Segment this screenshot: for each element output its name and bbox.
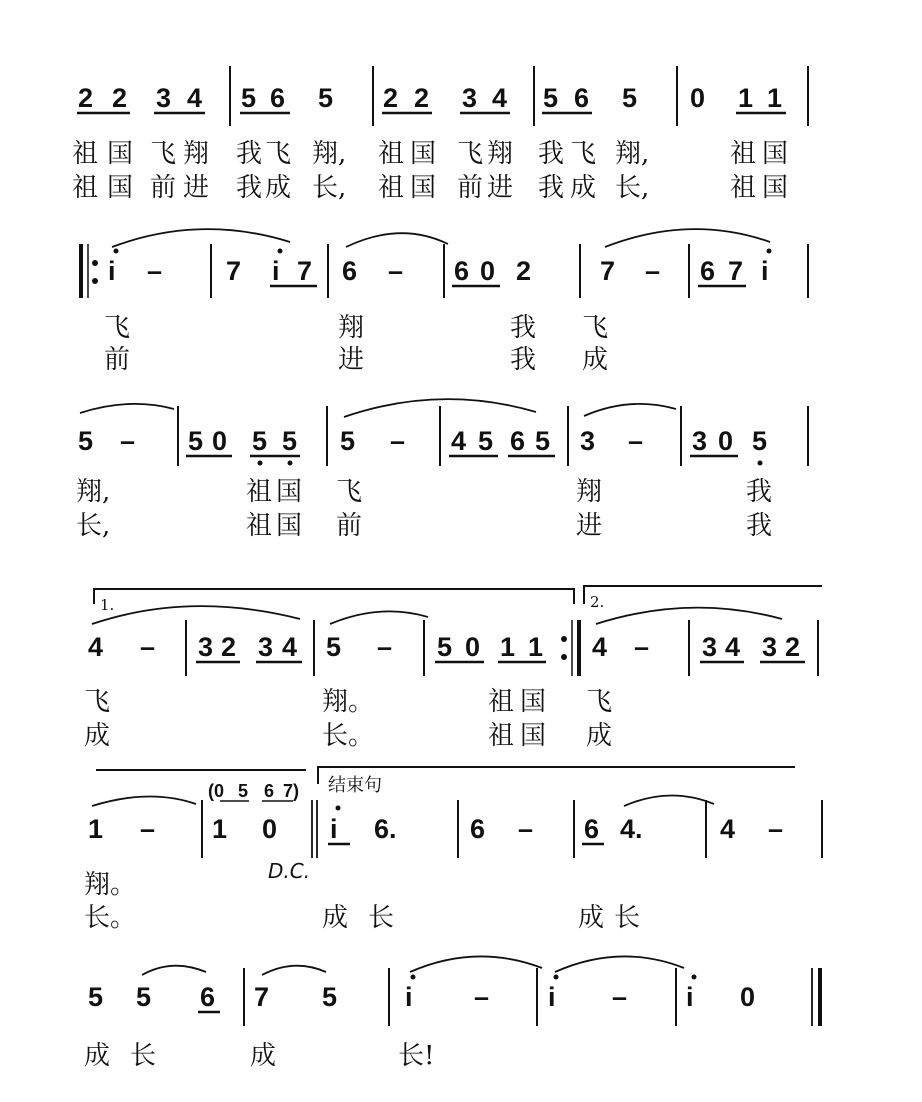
note: 5 xyxy=(752,426,768,456)
note: 5 xyxy=(318,83,334,113)
note: 4 xyxy=(187,83,203,113)
note: 1 xyxy=(738,83,754,113)
note: 2 xyxy=(112,83,128,113)
score-line-3 xyxy=(76,399,808,541)
ending-bracket xyxy=(318,767,795,784)
lyric: 飞 xyxy=(586,687,613,717)
note: – xyxy=(518,814,534,844)
lyric: 祖 xyxy=(488,721,515,751)
high-dot xyxy=(278,249,283,254)
score-line-4 xyxy=(84,586,822,751)
note: 6 xyxy=(200,982,216,1012)
note: 6 xyxy=(342,256,358,286)
lyric: 祖 xyxy=(72,173,99,203)
note: 1 xyxy=(500,632,516,662)
repeat-dot xyxy=(92,278,98,284)
note: – xyxy=(628,426,644,456)
note: 1 xyxy=(767,83,783,113)
lyrics-verse-1 xyxy=(76,477,772,507)
bracketed-notes xyxy=(208,781,299,801)
lyric: 飞 xyxy=(265,139,292,169)
note: – xyxy=(612,982,628,1012)
note: 2 xyxy=(383,83,399,113)
lyric: 前 xyxy=(457,173,484,203)
note: i xyxy=(761,256,769,286)
note: – xyxy=(147,256,163,286)
note: 5 xyxy=(326,632,342,662)
lyric: 飞 xyxy=(570,139,597,169)
note: 6 xyxy=(700,256,716,286)
lyric: 成 xyxy=(570,173,597,203)
note: 5 xyxy=(535,426,551,456)
note: 2 xyxy=(785,632,801,662)
lyric: 国 xyxy=(410,173,437,203)
da-capo-mark: D.C. xyxy=(268,859,311,883)
note: 3 xyxy=(580,426,596,456)
lyric: 翔, xyxy=(76,477,111,507)
low-dot xyxy=(258,461,263,466)
note: 6 xyxy=(584,814,600,844)
bracket-note: 7) xyxy=(283,781,300,801)
note: 5 xyxy=(282,426,298,456)
note: 5 xyxy=(88,982,104,1012)
note: 2 xyxy=(414,83,430,113)
note: 7 xyxy=(297,256,313,286)
lyric: 祖 xyxy=(378,139,405,169)
bracket-note: (0 xyxy=(208,781,225,801)
lyric: 成 xyxy=(582,345,609,375)
note: – xyxy=(388,256,404,286)
lyric: 国 xyxy=(107,173,134,203)
lyric: 成 xyxy=(84,721,111,751)
lyric: 长! xyxy=(398,1041,435,1071)
note: 6 xyxy=(510,426,526,456)
lyrics-verse-1 xyxy=(104,313,608,343)
lyric: 成 xyxy=(250,1041,277,1071)
lyric: 祖 xyxy=(378,173,405,203)
volta-label-2: 2. xyxy=(590,593,605,611)
note: – xyxy=(377,632,393,662)
note: – xyxy=(768,814,784,844)
repeat-dot xyxy=(561,636,567,642)
lyric: 进 xyxy=(183,173,210,203)
lyric: 成 xyxy=(265,173,292,203)
note: 0 xyxy=(480,256,496,286)
slur xyxy=(112,229,290,247)
note: 6. xyxy=(374,814,397,844)
note: – xyxy=(140,814,156,844)
repeat-dot xyxy=(561,654,567,660)
slur xyxy=(262,966,326,975)
note: 4 xyxy=(492,83,508,113)
note: 3 xyxy=(198,632,214,662)
note: 4 xyxy=(720,814,736,844)
lyric: 长 xyxy=(614,903,641,933)
slur xyxy=(330,611,428,624)
note: 3 xyxy=(462,83,478,113)
lyric: 翔 xyxy=(487,139,514,169)
lyric: 长 xyxy=(130,1041,157,1071)
lyric: 国 xyxy=(410,139,437,169)
lyric: 长。 xyxy=(84,903,137,933)
note: 6 xyxy=(574,83,590,113)
lyric: 翔。 xyxy=(322,687,375,717)
score-line-5 xyxy=(84,767,822,933)
note: 2 xyxy=(221,632,237,662)
slur xyxy=(555,956,684,972)
note: i xyxy=(686,982,694,1012)
lyric: 长, xyxy=(312,173,347,203)
lyrics-verse-1 xyxy=(72,139,788,169)
note: 1 xyxy=(88,814,104,844)
slur xyxy=(142,966,206,975)
note: i xyxy=(108,256,116,286)
note: 0 xyxy=(212,426,228,456)
lyric: 祖 xyxy=(488,687,515,717)
slur xyxy=(80,404,174,413)
note: 7 xyxy=(254,982,270,1012)
ending-label: 结束句 xyxy=(328,775,382,795)
note: 5 xyxy=(340,426,356,456)
lyric: 飞 xyxy=(457,139,484,169)
lyric: 我 xyxy=(510,345,537,375)
note: 4 xyxy=(88,632,104,662)
note: 0 xyxy=(718,426,734,456)
bracket-note: 6 xyxy=(264,781,275,801)
note: 5 xyxy=(241,83,257,113)
lyric: 翔 xyxy=(576,477,603,507)
note: i xyxy=(405,982,413,1012)
lyric: 我 xyxy=(236,173,263,203)
note: 5 xyxy=(543,83,559,113)
lyric: 国 xyxy=(276,477,303,507)
lyric: 长 xyxy=(368,903,395,933)
high-dot xyxy=(336,806,341,811)
note: 0 xyxy=(465,632,481,662)
note: 1 xyxy=(528,632,544,662)
lyric: 成 xyxy=(586,721,613,751)
lyrics-verse-2 xyxy=(104,345,608,375)
lyric: 翔 xyxy=(338,313,365,343)
lyric: 前 xyxy=(104,345,131,375)
lyric: 祖 xyxy=(72,139,99,169)
note: 5 xyxy=(622,83,638,113)
lyric: 我 xyxy=(746,511,773,541)
high-dot xyxy=(114,249,119,254)
lyric: 翔 xyxy=(183,139,210,169)
lyric: 飞 xyxy=(84,687,111,717)
lyric: 进 xyxy=(338,345,365,375)
lyric: 祖 xyxy=(730,173,757,203)
volta-bracket-1 xyxy=(94,589,574,604)
note: 3 xyxy=(702,632,718,662)
lyric: 翔, xyxy=(312,139,347,169)
lyric: 前 xyxy=(336,511,363,541)
note: 5 xyxy=(478,426,494,456)
note: 3 xyxy=(762,632,778,662)
lyrics-verse-2 xyxy=(72,173,788,203)
note: – xyxy=(645,256,661,286)
bracket-note: 5 xyxy=(238,781,249,801)
lyric: 成 xyxy=(322,903,349,933)
lyric: 成 xyxy=(578,903,605,933)
slur xyxy=(410,956,542,972)
lyric: 飞 xyxy=(336,477,363,507)
note: – xyxy=(634,632,650,662)
lyric: 飞 xyxy=(150,139,177,169)
note: 5 xyxy=(437,632,453,662)
note: 0 xyxy=(740,982,756,1012)
note: 2 xyxy=(516,256,532,286)
volta-label-1: 1. xyxy=(100,596,115,614)
note: i xyxy=(272,256,280,286)
note: 5 xyxy=(322,982,338,1012)
slur xyxy=(584,404,676,416)
lyrics-verse-2 xyxy=(84,903,640,933)
note: 4. xyxy=(620,814,643,844)
lyric: 我 xyxy=(746,477,773,507)
slur xyxy=(92,606,300,624)
lyric: 长, xyxy=(615,173,650,203)
lyric: 长, xyxy=(76,511,111,541)
note: i xyxy=(330,814,338,844)
lyric: 国 xyxy=(276,511,303,541)
lyric: 国 xyxy=(520,687,547,717)
note: i xyxy=(548,982,556,1012)
low-dot xyxy=(758,461,763,466)
lyric: 进 xyxy=(487,173,514,203)
note: 3 xyxy=(156,83,172,113)
note: 6 xyxy=(454,256,470,286)
note: – xyxy=(120,426,136,456)
score-line-6 xyxy=(84,956,820,1071)
lyric: 长。 xyxy=(322,721,375,751)
note: 5 xyxy=(188,426,204,456)
slur xyxy=(624,795,714,806)
lyric: 翔。 xyxy=(84,870,137,900)
note: 7 xyxy=(728,256,744,286)
note: 5 xyxy=(78,426,94,456)
high-dot xyxy=(411,975,416,980)
note: 5 xyxy=(252,426,268,456)
high-dot xyxy=(554,975,559,980)
lyrics-verse-1 xyxy=(84,687,612,717)
lyric: 成 xyxy=(84,1041,111,1071)
lyric: 我 xyxy=(236,139,263,169)
slur xyxy=(346,233,448,247)
note: 3 xyxy=(258,632,274,662)
lyric: 国 xyxy=(520,721,547,751)
lyrics-verse-1 xyxy=(84,870,136,900)
high-dot xyxy=(692,975,697,980)
lyric: 祖 xyxy=(730,139,757,169)
lyrics-verse-2 xyxy=(76,511,772,541)
lyric: 前 xyxy=(150,173,177,203)
lyric: 祖 xyxy=(246,477,273,507)
lyrics-verse-1 xyxy=(84,1041,434,1071)
note: – xyxy=(140,632,156,662)
note: 4 xyxy=(592,632,608,662)
note: 0 xyxy=(262,814,278,844)
score-line-2 xyxy=(81,229,808,375)
note: – xyxy=(474,982,490,1012)
note: 4 xyxy=(451,426,467,456)
lyric: 国 xyxy=(762,139,789,169)
repeat-dot xyxy=(92,260,98,266)
note: 4 xyxy=(725,632,741,662)
note: – xyxy=(390,426,406,456)
lyric: 我 xyxy=(510,313,537,343)
high-dot xyxy=(767,249,772,254)
lyric: 国 xyxy=(762,173,789,203)
lyric: 飞 xyxy=(582,313,609,343)
note: 1 xyxy=(212,814,228,844)
note: 3 xyxy=(692,426,708,456)
lyric: 飞 xyxy=(104,313,131,343)
lyric: 国 xyxy=(107,139,134,169)
note: 5 xyxy=(136,982,152,1012)
note: 6 xyxy=(270,83,286,113)
note: 7 xyxy=(600,256,616,286)
lyrics-verse-2 xyxy=(84,721,612,751)
note: 6 xyxy=(470,814,486,844)
note: 4 xyxy=(282,632,298,662)
note: 7 xyxy=(226,256,242,286)
lyric: 祖 xyxy=(246,511,273,541)
score-line-1 xyxy=(72,66,808,203)
lyric: 我 xyxy=(538,139,565,169)
lyric: 翔, xyxy=(615,139,650,169)
note: 0 xyxy=(690,83,706,113)
lyric: 我 xyxy=(538,173,565,203)
slur xyxy=(92,796,196,806)
low-dot xyxy=(288,461,293,466)
volta-bracket-2 xyxy=(584,586,822,604)
note: 2 xyxy=(78,83,94,113)
lyric: 进 xyxy=(576,511,603,541)
slur xyxy=(605,229,770,247)
